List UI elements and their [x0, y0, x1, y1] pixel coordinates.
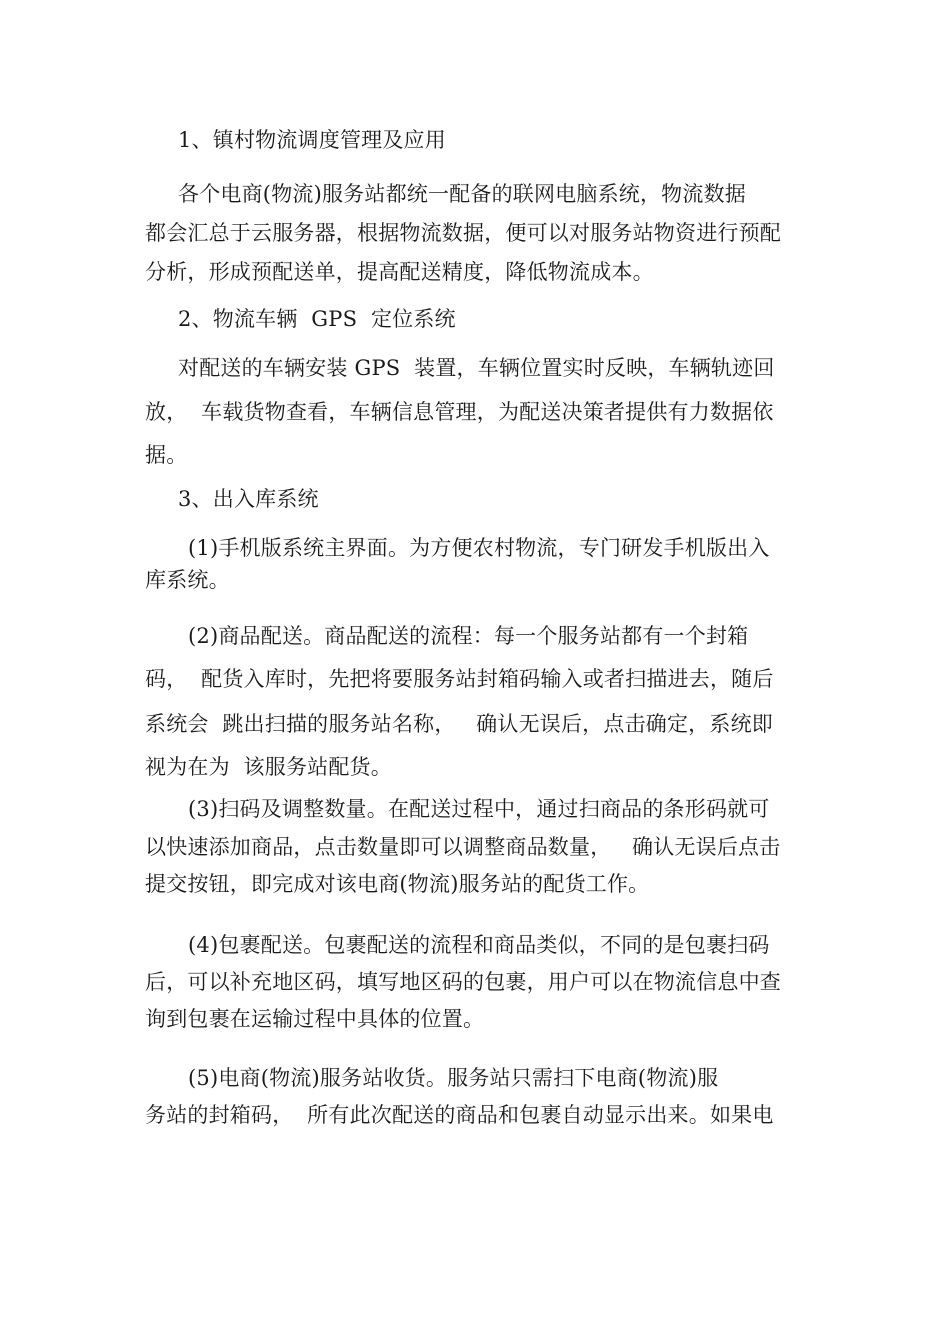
paragraph-line: 码， 配货入库时，先把将要服务站封箱码输入或者扫描进去，随后: [145, 667, 774, 691]
paragraph-line: 对配送的车辆安装 GPS 装置，车辆位置实时反映，车辆轨迹回: [178, 356, 775, 380]
paragraph-line: 务站的封箱码， 所有此次配送的商品和包裹自动显示出来。如果电: [145, 1103, 774, 1127]
paragraph-line: 放， 车载货物查看，车辆信息管理，为配送决策者提供有力数据依: [145, 400, 774, 424]
paragraph-line: 后，可以补充地区码，填写地区码的包裹，用户可以在物流信息中查: [145, 970, 781, 994]
heading-2: 2、物流车辆 GPS 定位系统: [178, 307, 456, 331]
paragraph-line: 以快速添加商品，点击数量即可以调整商品数量， 确认无误后点击: [145, 835, 781, 859]
paragraph-line: 系统会 跳出扫描的服务站名称， 确认无误后，点击确定，系统即: [145, 712, 773, 736]
paragraph-line: (5)电商(物流)服务站收货。服务站只需扫下电商(物流)服: [188, 1066, 719, 1090]
paragraph-line: 都会汇总于云服务器，根据物流数据，便可以对服务站物资进行预配: [145, 221, 781, 245]
paragraph-line: 各个电商(物流)服务站都统一配备的联网电脑系统，物流数据: [178, 182, 746, 206]
paragraph-line: (4)包裹配送。包裹配送的流程和商品类似，不同的是包裹扫码: [188, 933, 770, 957]
paragraph-line: 提交按钮，即完成对该电商(物流)服务站的配货工作。: [145, 872, 650, 896]
paragraph-line: 视为在为 该服务站配货。: [145, 755, 392, 779]
paragraph-line: (3)扫码及调整数量。在配送过程中，通过扫商品的条形码就可: [188, 797, 770, 821]
heading-3: 3、出入库系统: [178, 487, 319, 511]
heading-1: 1、镇村物流调度管理及应用: [178, 128, 446, 152]
paragraph-line: 询到包裹在运输过程中具体的位置。: [145, 1007, 485, 1031]
paragraph-line: (1)手机版系统主界面。为方便农村物流，专门研发手机版出入: [188, 536, 770, 560]
paragraph-line: 分析，形成预配送单，提高配送精度，降低物流成本。: [145, 260, 654, 284]
paragraph-line: 据。: [145, 443, 188, 467]
paragraph-line: 库系统。: [145, 568, 230, 592]
paragraph-line: (2)商品配送。商品配送的流程：每一个服务站都有一个封箱: [188, 624, 749, 648]
